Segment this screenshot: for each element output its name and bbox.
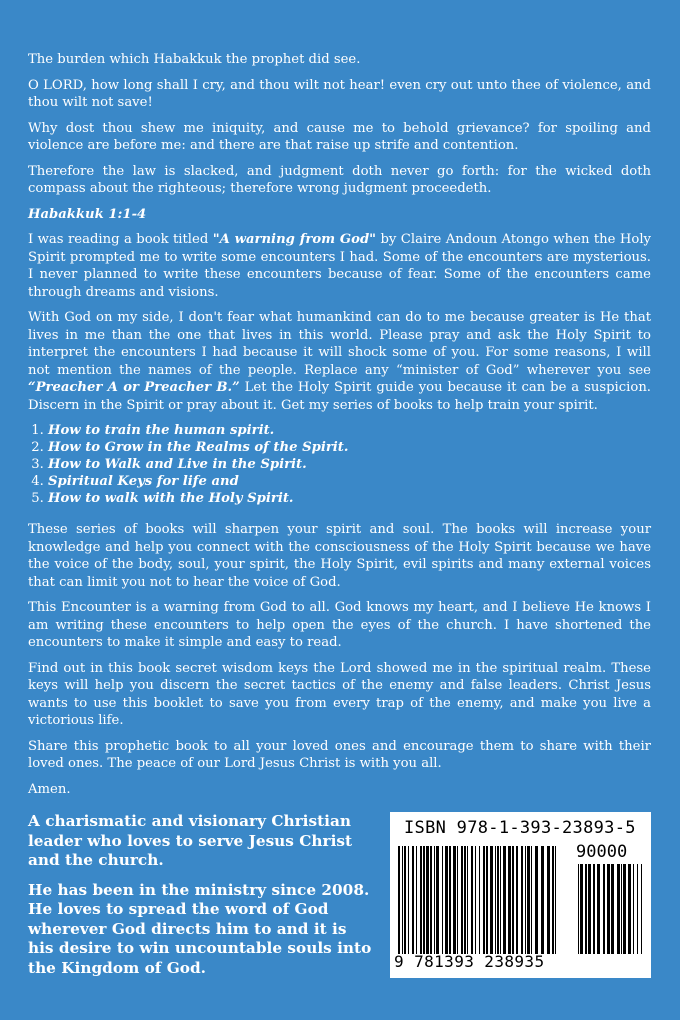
barcode-bar — [461, 846, 463, 954]
intro-text: With God on my side, I don't fear what humankind can do to me because greater is He that lives in me than the one that lives in this world. Please pray and ask the Holy Spirit to interpret the encounters I had because it will shock some of you. For some reasons, I will not mention the names of the people. Replace any “minister of God” wherever you see — [28, 310, 651, 378]
barcode-bar — [442, 846, 443, 954]
barcode-bar — [633, 864, 634, 954]
barcode-bar — [541, 846, 544, 954]
barcode-bar — [430, 846, 432, 954]
barcode-bar — [641, 864, 642, 954]
bio-paragraph: He has been in the ministry since 2008. He loves to spread the word of God wherever God directs him to and it is his desire to win uncountable souls into the Kingdom of God. — [28, 880, 372, 977]
barcode-bar — [467, 846, 468, 954]
barcode-bar — [588, 864, 591, 954]
book-title: How to Grow in the Realms of the Spirit. — [48, 440, 349, 455]
scripture-line-1: The burden which Habakkuk the prophet did see. — [28, 52, 361, 67]
barcode-bar — [495, 846, 496, 954]
barcode-bar — [416, 846, 417, 954]
barcode-bar — [621, 864, 622, 954]
closing-amen: Amen. — [28, 781, 71, 797]
barcode-bar — [521, 846, 523, 954]
barcode-bar — [527, 846, 530, 954]
barcode-bar — [617, 864, 620, 954]
emphasis-text: “Preacher A or Preacher B.” — [28, 380, 240, 395]
barcode-bar — [603, 864, 605, 954]
intro-text: Let the Holy Spirit guide you because it can be a suspicion. Discern in the Spirit or pray about it. Get my series of books to help train your spirit. — [28, 380, 652, 413]
barcode-bar — [457, 846, 458, 954]
body-paragraph: Share this prophetic book to all your loved ones and encourage them to share with their loved ones. The peace of our Lord Jesus Christ is with you all. — [28, 738, 651, 771]
intro-text: I was reading a book titled — [28, 232, 213, 247]
barcode-bar — [449, 846, 451, 954]
barcode-bar — [445, 846, 448, 954]
price-code: 90000 — [576, 842, 628, 862]
intro-paragraph-2 — [28, 309, 651, 414]
barcode-bar — [412, 846, 414, 954]
barcode-bar — [503, 846, 506, 954]
list-item — [48, 473, 651, 490]
barcode-bar — [475, 846, 476, 954]
book-title: How to Walk and Live in the Spirit. — [48, 457, 307, 472]
blurb-text — [28, 51, 651, 806]
barcode-bar — [607, 864, 610, 954]
barcode-bar — [436, 846, 439, 954]
barcode-bar — [547, 846, 550, 954]
scripture-reference: Habakkuk 1:1-4 — [28, 206, 147, 222]
intro-paragraph-1 — [28, 231, 651, 301]
barcode-bar — [555, 846, 556, 954]
barcode-bar — [404, 846, 406, 954]
list-item — [48, 422, 651, 439]
barcode-bar — [500, 846, 501, 954]
barcode-bar — [512, 846, 514, 954]
barcode-bar — [535, 846, 538, 954]
barcode-bar — [628, 864, 631, 954]
barcode-bar — [585, 864, 587, 954]
book-title: Spiritual Keys for life and — [48, 474, 239, 489]
barcode-bar — [423, 846, 425, 954]
barcode-bar — [398, 846, 400, 954]
barcode-bar — [453, 846, 456, 954]
barcode-bar — [611, 864, 614, 954]
barcode-bar — [434, 846, 435, 954]
intro-text: by Claire Andoun Atongo when the Holy Spirit prompted me to write some encounters I had. Some of the encounters are mysterious. I never planned to write these encounters because of fear. Some of the encounters came through dreams and visions. — [28, 232, 651, 300]
barcode-bar — [531, 846, 532, 954]
barcode-bar — [597, 864, 600, 954]
barcode-bar — [420, 846, 422, 954]
barcode-bar — [402, 846, 403, 954]
book-series-list — [28, 422, 651, 507]
isbn-barcode — [390, 812, 651, 978]
barcode-bar — [580, 864, 583, 954]
barcode-bar — [623, 864, 626, 954]
scripture-line-4: Therefore the law is slacked, and judgment doth never go forth: for the wicked doth compass about the righteous; therefore wrong judgment proceedeth. — [28, 163, 651, 196]
scripture-line-2: O LORD, how long shall I cry, and thou wilt not hear! even cry out unto thee of violence, and thou wilt not save! — [28, 77, 651, 110]
body-paragraph: These series of books will sharpen your spirit and soul. The books will increase your knowledge and help you connect with the consciousness of the Holy Spirit because we have the voice of the body, soul, your spirit, the Holy Spirit, evil spirits and many external voices that can limit you not to hear the voice of God. — [28, 522, 651, 590]
barcode-bar — [471, 846, 473, 954]
barcode-bar — [408, 846, 409, 954]
ean-number: 9 781393 238935 — [394, 952, 545, 971]
isbn-label: ISBN 978-1-393-23893-5 — [404, 818, 636, 838]
barcode-bar — [525, 846, 526, 954]
barcode-bar — [497, 846, 499, 954]
barcode-bar — [490, 846, 493, 954]
barcode-bar — [552, 846, 554, 954]
bio-paragraph: A charismatic and visionary Christian leader who loves to serve Jesus Christ and the church. — [28, 812, 353, 869]
scripture-line-3: Why dost thou shew me iniquity, and cause me to behold grievance? for spoiling and violence are before me: and there are that raise up strife and contention. — [28, 120, 651, 153]
barcode-bar — [578, 864, 579, 954]
barcode-bar — [483, 846, 485, 954]
barcode-bar — [464, 846, 466, 954]
list-item — [48, 456, 651, 473]
body-paragraph: This Encounter is a warning from God to all. God knows my heart, and I believe He knows I am writing these encounters to help open the eyes of the church. I have shortened the encounters to make it simple and easy to read. — [28, 600, 651, 650]
list-item — [48, 490, 651, 507]
body-paragraph: Find out in this book secret wisdom keys the Lord showed me in the spiritual realm. These keys will help you discern the secret tactics of the enemy and false leaders. Christ Jesus wants to use this booklet to save you from every trap of the enemy, and make you live a victorious life. — [28, 660, 651, 728]
book-title-reference: "A warning from God" — [212, 232, 377, 247]
barcode-bar — [486, 846, 488, 954]
barcode-bar — [479, 846, 480, 954]
book-title: How to walk with the Holy Spirit. — [48, 491, 294, 506]
barcode-bar — [637, 864, 638, 954]
book-title: How to train the human spirit. — [48, 423, 275, 438]
barcode-bar — [426, 846, 429, 954]
list-item — [48, 439, 651, 456]
barcode-bar — [508, 846, 511, 954]
barcode-bar — [516, 846, 518, 954]
barcode-bar — [593, 864, 595, 954]
author-bio — [28, 812, 373, 988]
